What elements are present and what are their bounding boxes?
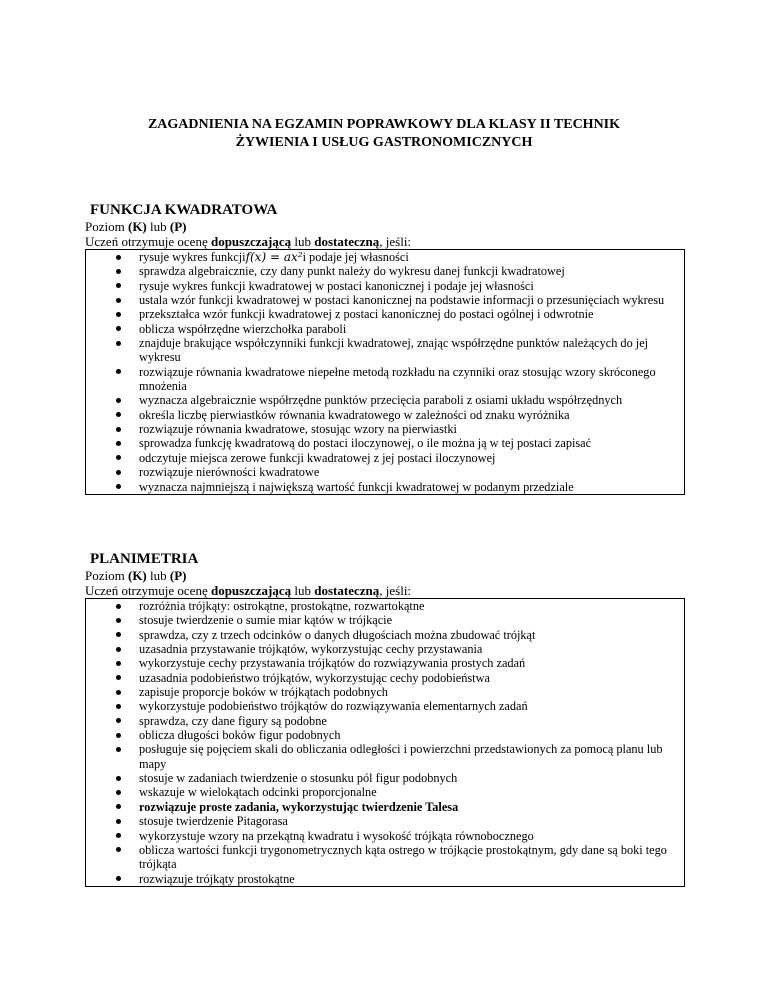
list-item: rysuje wykres funkcji𝑓(𝑥) = 𝑎𝑥²i podaje jej własności <box>86 250 684 264</box>
list-item: rozwiązuje trójkąty prostokątne <box>86 872 684 886</box>
list-item: wyznacza algebraicznie współrzędne punktów przecięcia paraboli z osiami układu współrzędnych <box>86 393 684 407</box>
list-item: rozwiązuje równania kwadratowe niepełne metodą rozkładu na czynniki oraz stosując wzory skróconego mnożenia <box>86 365 684 394</box>
bullet-icon <box>116 804 121 809</box>
requirements-box <box>85 598 685 887</box>
bullet-icon <box>116 341 121 346</box>
requirements-box <box>85 249 685 495</box>
bullet-icon <box>116 733 121 738</box>
list-item: ustala wzór funkcji kwadratowej w postaci kanonicznej na podstawie informacji o przesunięciach wykresu <box>86 293 684 307</box>
list-item: rysuje wykres funkcji kwadratowej w postaci kanonicznej i podaje jej własności <box>86 279 684 293</box>
formula: 𝑓(𝑥) = 𝑎𝑥² <box>245 250 303 264</box>
bullet-icon <box>116 776 121 781</box>
list-item: wskazuje w wielokątach odcinki proporcjonalne <box>86 785 684 799</box>
bullet-icon <box>116 833 121 838</box>
list-item: wykorzystuje podobieństwo trójkątów do rozwiązywania elementarnych zadań <box>86 699 684 713</box>
list-item: odczytuje miejsca zerowe funkcji kwadratowej z jej postaci iloczynowej <box>86 451 684 465</box>
bullet-icon <box>116 632 121 637</box>
bullet-icon <box>116 369 121 374</box>
bullet-icon <box>116 690 121 695</box>
bullet-icon <box>116 398 121 403</box>
requirement-line: Uczeń otrzymuje ocenę dopuszczającą lub dostateczną, jeśli: <box>85 233 412 249</box>
list-item: posługuje się pojęciem skali do obliczania odległości i powierzchni przedstawionych za pomocą planu lub mapy <box>86 742 684 771</box>
list-item: sprawdza algebraicznie, czy dany punkt należy do wykresu danej funkcji kwadratowej <box>86 264 684 278</box>
bullet-icon <box>116 470 121 475</box>
requirement-line: Uczeń otrzymuje ocenę dopuszczającą lub dostateczną, jeśli: <box>85 582 412 598</box>
bullet-icon <box>116 441 121 446</box>
bullet-icon <box>116 718 121 723</box>
list-item: uzasadnia przystawanie trójkątów, wykorzystując cechy przystawania <box>86 642 684 656</box>
bullet-icon <box>116 675 121 680</box>
bullet-icon <box>116 618 121 623</box>
bullet-icon <box>116 326 121 331</box>
bullet-icon <box>116 747 121 752</box>
list-item: zapisuje proporcje boków w trójkątach podobnych <box>86 685 684 699</box>
list-item: sprowadza funkcję kwadratową do postaci iloczynowej, o ile można ją w tej postaci zapisać <box>86 436 684 450</box>
bullet-icon <box>116 661 121 666</box>
level-line: Poziom (K) lub (P) <box>85 219 187 234</box>
title-line-1: ZAGADNIENIA NA EGZAMIN POPRAWKOWY DLA KLASY II TECHNIK <box>147 117 621 132</box>
bullet-icon <box>116 876 121 881</box>
section-heading: FUNKCJA KWADRATOWA <box>90 202 278 218</box>
list-item: rozwiązuje nierówności kwadratowe <box>86 465 684 479</box>
list-item: wykorzystuje wzory na przekątną kwadratu i wysokość trójkąta równobocznego <box>86 829 684 843</box>
bullet-icon <box>116 255 121 260</box>
bullet-icon <box>116 704 121 709</box>
bullet-icon <box>116 847 121 852</box>
bullet-icon <box>116 283 121 288</box>
list-item: określa liczbę pierwiastków równania kwadratowego w zależności od znaku wyróżnika <box>86 408 684 422</box>
bullet-icon <box>116 819 121 824</box>
section-planimetria <box>85 549 685 887</box>
list-item: wyznacza najmniejszą i największą wartość funkcji kwadratowej w podanym przedziale <box>86 480 684 494</box>
bullet-icon <box>116 604 121 609</box>
list-item: rozróżnia trójkąty: ostrokątne, prostokątne, rozwartokątne <box>86 599 684 613</box>
list-item: oblicza współrzędne wierzchołka paraboli <box>86 322 684 336</box>
section-funkcja-kwadratowa <box>85 200 685 495</box>
list-item: sprawdza, czy dane figury są podobne <box>86 714 684 728</box>
list-item: sprawdza, czy z trzech odcinków o danych długościach można zbudować trójkąt <box>86 628 684 642</box>
list-item: oblicza wartości funkcji trygonometrycznych kąta ostrego w trójkącie prostokątnym, gdy dane są boki tego trójkąta <box>86 843 684 872</box>
bullet-icon <box>116 298 121 303</box>
bullet-icon <box>116 269 121 274</box>
list-item: stosuje twierdzenie Pitagorasa <box>86 814 684 828</box>
list-item: oblicza długości boków figur podobnych <box>86 728 684 742</box>
list-item: rozwiązuje równania kwadratowe, stosując wzory na pierwiastki <box>86 422 684 436</box>
bullet-icon <box>116 647 121 652</box>
list-item: rozwiązuje proste zadania, wykorzystując twierdzenie Talesa <box>86 800 684 814</box>
bullet-icon <box>116 455 121 460</box>
section-heading: PLANIMETRIA <box>90 551 199 567</box>
bullet-icon <box>116 312 121 317</box>
bullet-icon <box>116 484 121 489</box>
title-line-2: ŻYWIENIA I USŁUG GASTRONOMICZNYCH <box>235 135 533 150</box>
bullet-icon <box>116 412 121 417</box>
document-title <box>60 116 708 152</box>
list-item: znajduje brakujące współczynniki funkcji kwadratowej, znając współrzędne punktów należących do jej wykresu <box>86 336 684 365</box>
list-item: uzasadnia podobieństwo trójkątów, wykorzystując cechy podobieństwa <box>86 671 684 685</box>
bullet-icon <box>116 790 121 795</box>
list-item: stosuje twierdzenie o sumie miar kątów w trójkącie <box>86 613 684 627</box>
bullet-icon <box>116 427 121 432</box>
list-item: wykorzystuje cechy przystawania trójkątów do rozwiązywania prostych zadań <box>86 656 684 670</box>
list-item: przekształca wzór funkcji kwadratowej z postaci kanonicznej do postaci ogólnej i odwrotnie <box>86 307 684 321</box>
list-item: stosuje w zadaniach twierdzenie o stosunku pól figur podobnych <box>86 771 684 785</box>
level-line: Poziom (K) lub (P) <box>85 568 187 583</box>
